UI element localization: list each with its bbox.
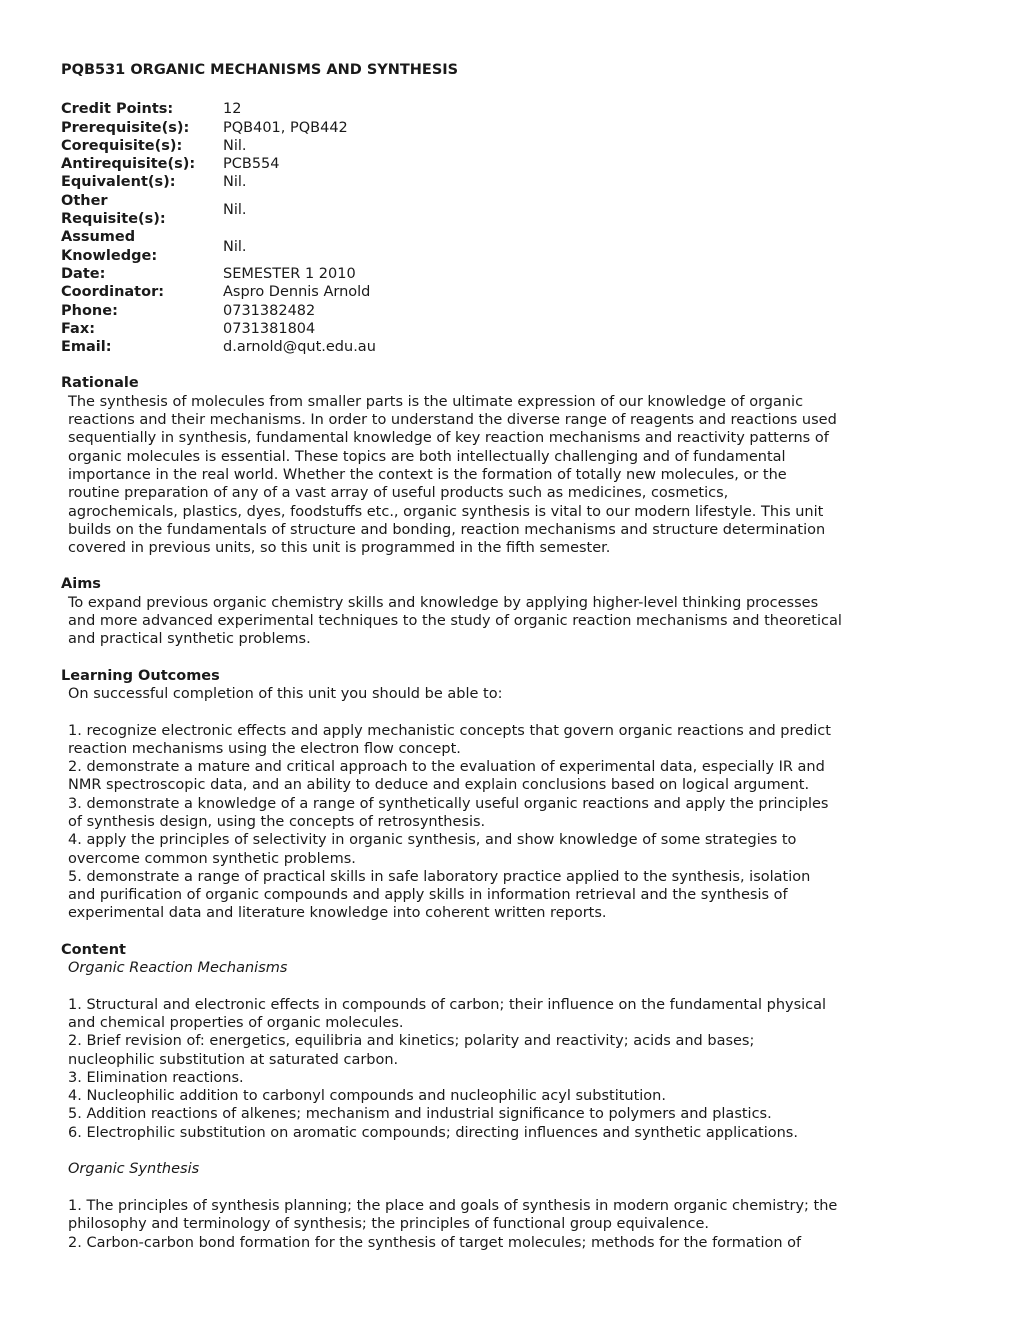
detail-label: Prerequisite(s): xyxy=(61,119,190,136)
text-line: builds on the fundamentals of structure and bonding, reaction mechanisms and structure determination xyxy=(68,521,826,538)
text-line: 2. Brief revision of: energetics, equilibria and kinetics; polarity and reactivity; acids and bases; xyxy=(68,1033,755,1050)
aims-heading: Aims xyxy=(61,576,101,593)
text-line: and purification of organic compounds and apply skills in information retrieval and the synthesis of xyxy=(68,887,788,904)
spacer xyxy=(68,1179,891,1197)
text-line: overcome common synthetic problems. xyxy=(68,850,356,867)
unit-details-table xyxy=(61,100,376,356)
email-link[interactable]: d.arnold@qut.edu.au xyxy=(223,339,376,356)
detail-value: PCB554 xyxy=(223,156,280,173)
detail-label: Fax: xyxy=(61,320,95,337)
text-line: 4. apply the principles of selectivity in organic synthesis, and show knowledge of some strategies to xyxy=(68,832,797,849)
outcomes-intro: On successful completion of this unit you should be able to: xyxy=(68,685,503,702)
detail-row-assumed-knowledge xyxy=(61,228,376,265)
text-line: of synthesis design, using the concepts of retrosynthesis. xyxy=(68,813,486,830)
detail-row-antirequisites xyxy=(61,155,376,173)
detail-value: Aspro Dennis Arnold xyxy=(223,284,371,301)
detail-value: Nil. xyxy=(223,174,247,191)
text-line: 3. Elimination reactions. xyxy=(68,1069,244,1086)
text-line: philosophy and terminology of synthesis; the principles of functional group equivalence. xyxy=(68,1216,710,1233)
text-line: experimental data and literature knowledge into coherent written reports. xyxy=(68,905,607,922)
content-heading: Content xyxy=(61,941,126,958)
learning-outcomes-body xyxy=(61,685,891,923)
detail-label: Email: xyxy=(61,339,112,356)
text-line: 6. Electrophilic substitution on aromatic compounds; directing influences and synthetic applications. xyxy=(68,1124,798,1141)
text-line: and more advanced experimental techniques to the study of organic reaction mechanisms and theoretical xyxy=(68,613,842,630)
text-line: 5. demonstrate a range of practical skills in safe laboratory practice applied to the synthesis, isolation xyxy=(68,868,811,885)
detail-value: Nil. xyxy=(223,201,247,218)
content-subheading-synthesis: Organic Synthesis xyxy=(68,1161,200,1178)
text-line: agrochemicals, plastics, dyes, foodstuffs etc., organic synthesis is vital to our modern lifestyle. This unit xyxy=(68,503,824,520)
document-page xyxy=(61,61,891,1270)
content-body xyxy=(61,959,891,1252)
detail-row-phone xyxy=(61,302,376,320)
detail-label: Equivalent(s): xyxy=(61,174,176,191)
text-line: 2. demonstrate a mature and critical approach to the evaluation of experimental data, especially IR and xyxy=(68,759,825,776)
detail-row-equivalents xyxy=(61,173,376,191)
text-line: 5. Addition reactions of alkenes; mechanism and industrial significance to polymers and plastics. xyxy=(68,1106,772,1123)
detail-label: Coordinator: xyxy=(61,284,165,301)
text-line: 2. Carbon-carbon bond formation for the synthesis of target molecules; methods for the formation of xyxy=(68,1234,802,1251)
detail-value: 0731381804 xyxy=(223,320,316,337)
detail-label-line: Knowledge: xyxy=(61,247,158,264)
detail-label xyxy=(61,192,223,229)
text-line: routine preparation of any of a vast array of useful products such as medicines, cosmetics, xyxy=(68,485,729,502)
detail-row-coordinator xyxy=(61,283,376,301)
spacer xyxy=(68,703,891,721)
text-line: nucleophilic substitution at saturated carbon. xyxy=(68,1051,399,1068)
text-line: 1. The principles of synthesis planning; the place and goals of synthesis in modern organic chemistry; the xyxy=(68,1197,838,1214)
detail-row-fax xyxy=(61,320,376,338)
detail-label: Corequisite(s): xyxy=(61,137,183,154)
spacer xyxy=(68,977,891,995)
aims-body xyxy=(61,594,891,649)
text-line: reaction mechanisms using the electron flow concept. xyxy=(68,740,461,757)
detail-value: 12 xyxy=(223,101,242,118)
text-line: 1. recognize electronic effects and apply mechanistic concepts that govern organic reactions and predict xyxy=(68,722,831,739)
rationale-body xyxy=(61,393,891,558)
detail-row-other-requisites xyxy=(61,192,376,229)
detail-value: Nil. xyxy=(223,238,247,255)
text-line: 4. Nucleophilic addition to carbonyl compounds and nucleophilic acyl substitution. xyxy=(68,1088,666,1105)
detail-label: Antirequisite(s): xyxy=(61,156,196,173)
text-line: The synthesis of molecules from smaller parts is the ultimate expression of our knowledge of organic xyxy=(68,393,804,410)
text-line: importance in the real world. Whether the context is the formation of totally new molecules, or the xyxy=(68,466,787,483)
detail-value: PQB401, PQB442 xyxy=(223,119,348,136)
rationale-heading: Rationale xyxy=(61,375,139,392)
unit-title: PQB531 ORGANIC MECHANISMS AND SYNTHESIS xyxy=(61,62,459,78)
detail-row-prerequisites xyxy=(61,119,376,137)
detail-value: 0731382482 xyxy=(223,302,316,319)
text-line: and chemical properties of organic molecules. xyxy=(68,1014,404,1031)
text-line: reactions and their mechanisms. In order to understand the diverse range of reagents and reactions used xyxy=(68,412,837,429)
detail-label-line: Assumed xyxy=(61,229,136,246)
text-line: sequentially in synthesis, fundamental knowledge of key reaction mechanisms and reactivity patterns of xyxy=(68,430,829,447)
detail-label-line: Requisite(s): xyxy=(61,211,166,228)
detail-label: Date: xyxy=(61,265,106,282)
text-line: 1. Structural and electronic effects in compounds of carbon; their influence on the fundamental physical xyxy=(68,996,827,1013)
text-line: 3. demonstrate a knowledge of a range of synthetically useful organic reactions and apply the principles xyxy=(68,795,829,812)
detail-value: Nil. xyxy=(223,137,247,154)
detail-row-date xyxy=(61,265,376,283)
detail-row-email xyxy=(61,338,376,356)
spacer xyxy=(68,1142,891,1160)
content-subheading-mechanisms: Organic Reaction Mechanisms xyxy=(68,960,288,977)
text-line: and practical synthetic problems. xyxy=(68,631,311,648)
detail-row-credit-points xyxy=(61,100,376,118)
detail-value: SEMESTER 1 2010 xyxy=(223,265,356,282)
text-line: covered in previous units, so this unit is programmed in the fifth semester. xyxy=(68,540,611,557)
text-line: NMR spectroscopic data, and an ability to deduce and explain conclusions based on logical argument. xyxy=(68,777,810,794)
detail-label: Credit Points: xyxy=(61,101,174,118)
text-line: To expand previous organic chemistry skills and knowledge by applying higher-level thinking processes xyxy=(68,594,819,611)
detail-label: Phone: xyxy=(61,302,118,319)
detail-row-corequisites xyxy=(61,137,376,155)
text-line: organic molecules is essential. These topics are both intellectually challenging and of fundamental xyxy=(68,448,786,465)
detail-label xyxy=(61,228,223,265)
learning-outcomes-heading: Learning Outcomes xyxy=(61,667,220,684)
detail-label-line: Other xyxy=(61,192,108,209)
